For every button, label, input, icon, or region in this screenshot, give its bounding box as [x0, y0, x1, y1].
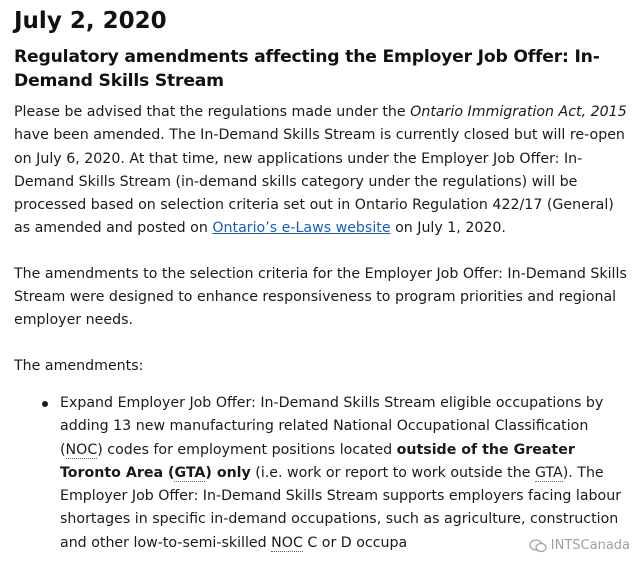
- watermark-text: INTSCanada: [550, 538, 630, 553]
- article-date: July 2, 2020: [14, 8, 167, 34]
- article: [14, 6, 632, 555]
- watermark: [529, 538, 630, 553]
- para1-text-c: on July 1, 2020.: [390, 220, 506, 237]
- bullet1-bold-b: ) only: [205, 464, 251, 481]
- paragraph-amendments-intro: The amendments:: [14, 357, 144, 374]
- bullet1-text-c: (i.e. work or report to work outside the: [250, 464, 535, 481]
- article-heading: Regulatory amendments affecting the Employer Job Offer: In-Demand Skills Stream: [14, 47, 600, 91]
- bullet-icon: [42, 401, 48, 407]
- bullet1-text-d: ). The Employer Job Offer: In-Demand Skills Stream supports employers facing labour shortages in specific in-demand occupations, such as agriculture, construction and other low-to-semi-skilled: [60, 464, 622, 551]
- paragraph-amendment-notice: [14, 101, 632, 241]
- bullet1-text-e: C or D occupa: [302, 534, 408, 551]
- noc-abbreviation[interactable]: NOC: [65, 441, 98, 458]
- para1-text-a: Please be advised that the regulations made under the: [14, 104, 411, 120]
- wechat-icon: [529, 539, 547, 553]
- list-item: [60, 392, 632, 555]
- bullet1-text-b: ) codes for employment positions located: [97, 441, 397, 458]
- noc-abbreviation[interactable]: NOC: [271, 534, 303, 551]
- bullet1-text-a: Expand Employer Job Offer: In-Demand Skills Stream eligible occupations by adding 13 new manufacturing related National Occupational Classification (: [60, 394, 604, 458]
- gta-abbreviation[interactable]: GTA: [534, 464, 563, 481]
- elaws-link[interactable]: Ontario’s e-Laws website: [212, 220, 391, 237]
- bullet1-bold-a: outside of the Greater Toronto Area (: [60, 441, 575, 481]
- paragraph-amendment-purpose: The amendments to the selection criteria for the Employer Job Offer: In-Demand Skills Stream were designed to enhance responsiveness to program priorities and regional employer needs.: [14, 265, 627, 329]
- act-title: Ontario Immigration Act, 2015: [410, 104, 627, 120]
- para1-text-b: have been amended. The In-Demand Skills Stream is currently closed but will re-open on July 6, 2020. At that time, new applications under the Employer Job Offer: In-Demand Skills Stream (in-demand skills category under the regulations) will be processed based on selection criteria set out in Ontario Regulation 422/17 (General) as amended and posted on: [14, 127, 625, 237]
- amendments-list: [14, 392, 632, 555]
- gta-abbreviation[interactable]: GTA: [174, 464, 206, 481]
